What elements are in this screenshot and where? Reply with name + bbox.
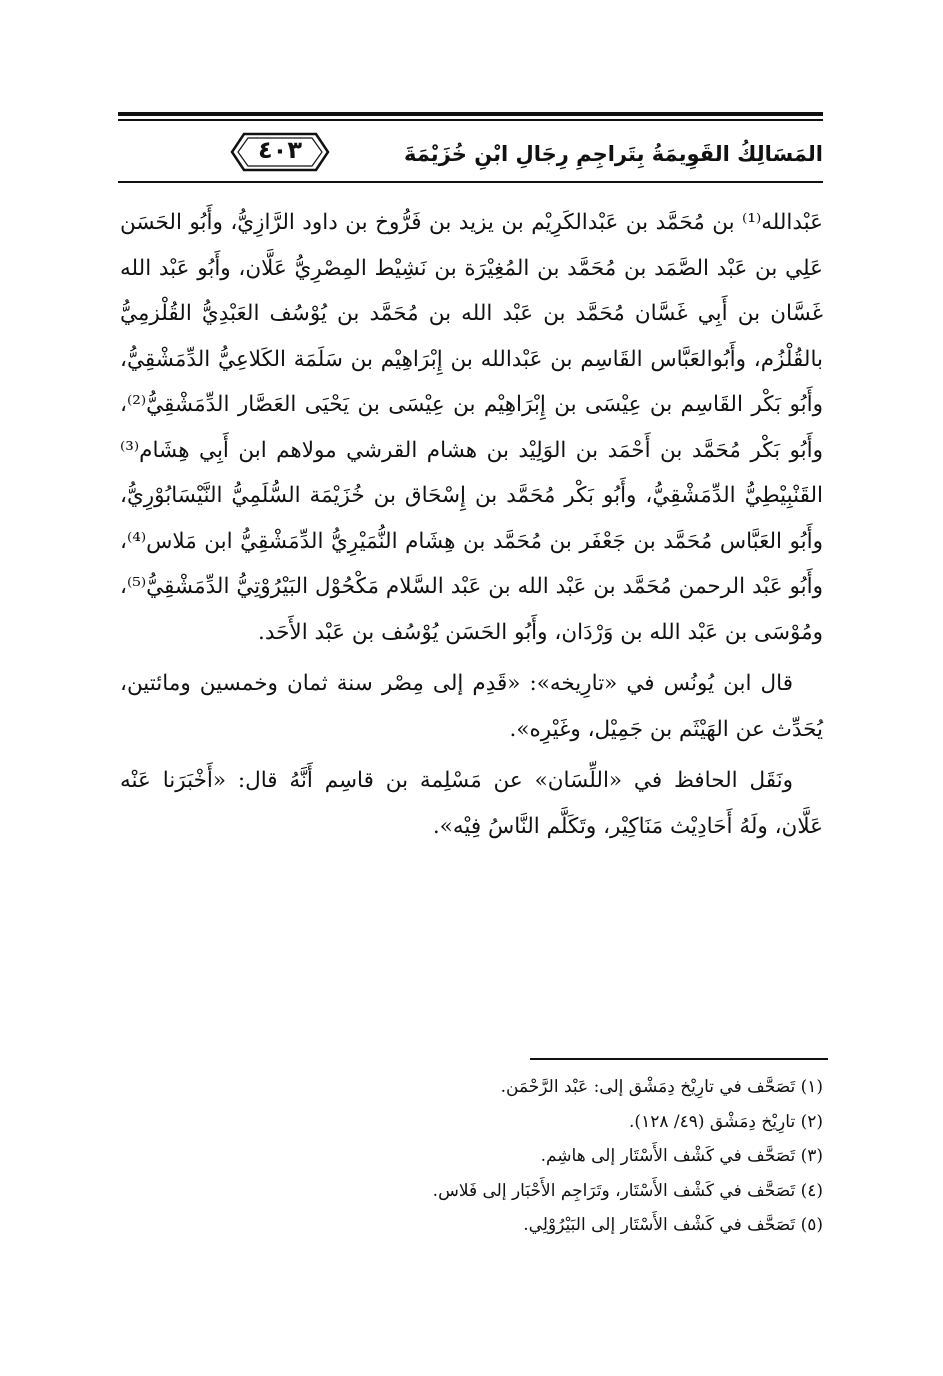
paragraph-ibn-yunus: قال ابن يُونُس في «تارِيخه»: «قَدِم إلى مِصْر سنة ثمان وخمسين ومائتين، يُحَدِّث عن الهَيْثَم بن جَمِيْل، وغَيْرِه». [120,671,823,742]
paragraph-hafiz: ونَقَل الحافظ في «اللِّسَان» عن مَسْلِمة بن قاسِم أَنَّهُ قال: «أَخْبَرَنا عَنْه عَلَّان، ولَهُ أَحَادِيْث مَنَاكِيْر، وتَكَلَّم النَّاسُ فِيْه». [120,768,823,839]
running-title: المَسَالِكُ القَوِيمَةُ بِتَراجِمِ رِجَالِ ابْنِ خُزَيْمَةَ [403,142,823,166]
header-rule-bottom [118,181,823,183]
footnote-separator [530,1058,828,1060]
footnote-3: (٣) تَصَحَّف في كَشْف الأَسْتَار إلى هاشِم. [540,1146,823,1166]
footnote-2: (٢) تارِيْخ دِمَشْق (٤٩/ ١٢٨). [629,1111,823,1132]
main-text [120,200,823,849]
header-rule-thick [118,112,823,116]
footnote-4: (٤) تَصَحَّف في كَشْف الأَسْتَار، وتَرَاجِم الأَحْبَار إلى فَلاس. [432,1180,823,1201]
page-number-frame [230,130,330,174]
paragraph-names: عَبْدالله⁽¹⁾ بن مُحَمَّد بن عَبْدالكَرِيْم بن يزيد بن فَرُّوخ بن داود الرَّازِيُّ، وأَبُو الحَسَن عَلِي بن عَبْد الصَّمَد بن مُحَمَّد بن المُغِيْرَة بن نَشِيْط المِصْرِيُّ عَلَّان، وأَبُو عَبْد الله غَسَّان بن أَبِي غَسَّان مُحَمَّد بن عَبْد الله بن مُحَمَّد بن يُوْسُف العَبْدِيُّ القُلْزمِيُّ بالقُلْزُم، وأَبُوالعَبَّاس القَاسِم بن عَبْدالله بن إِبْرَاهِيْم بن سَلَمَة الكَلاعِيُّ الدِّمَشْقِيُّ، وأَبُو بَكْر القَاسِم بن عِيْسَى بن إِبْرَاهِيْم بن عِيْسَى بن يَحْيَى العَصَّار الدِّمَشْقِيُّ⁽²⁾، وأَبُو بَكْر مُحَمَّد بن أَحْمَد بن الوَلِيْد بن هشام القرشي مولاهم ابن أَبِي هِشَام⁽³⁾ القَنْبِيْطِيُّ الدِّمَشْقِيُّ، وأَبُو بَكْر مُحَمَّد بن إِسْحَاق بن خُزَيْمَة السُّلَمِيُّ النَّيْسَابُوْرِيُّ، وأَبُو العَبَّاس مُحَمَّد بن جَعْفَر بن مُحَمَّد بن هِشَام النُّمَيْرِيُّ الدِّمَشْقِيُّ ابن مَلاس⁽⁴⁾، وأَبُو عَبْد الرحمن مُحَمَّد بن عَبْد الله بن عَبْد السَّلام مَكْحُوْل البَيْرُوْتِيُّ الدِّمَشْقِيُّ⁽⁵⁾، ومُوْسَى بن عَبْد الله بن وَرْدَان، وأَبُو الحَسَن يُوْسُف بن عَبْد الأَحَد. [120,210,823,645]
page-number: ٤٠٣ [258,136,302,164]
header-rule-thin [118,119,823,121]
page-header [118,112,823,190]
footnote-1: (١) تَصَحَّف في تارِيْخ دِمَشْق إلى: عَبْد الرَّحْمَن. [500,1077,823,1097]
footnotes [120,1070,823,1243]
footnote-5: (٥) تَصَحَّف في كَشْف الأَسْتَار إلى البَيْرُوْلِي. [523,1215,823,1235]
